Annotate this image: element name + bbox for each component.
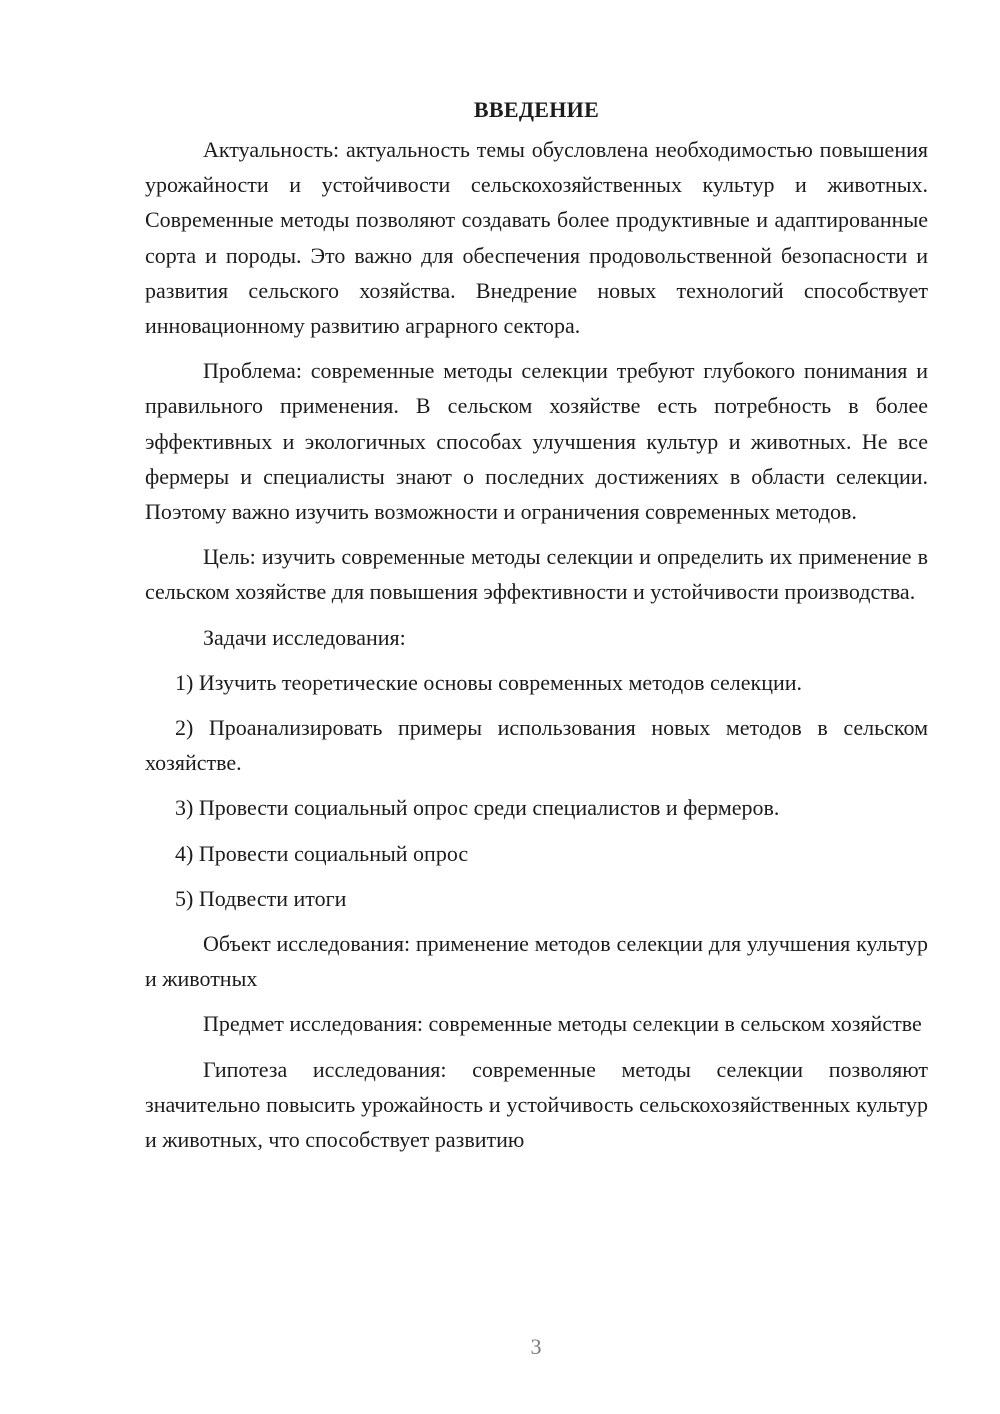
paragraph-problem: Проблема: современные методы селекции требуют глубокого понимания и правильного применения. В сельском хозяйстве есть потребность в более эффективных и экологичных способах улучшения культур и животных. Не все фермеры и специалисты знают о последних достижениях в области селекции. Поэтому важно изучить возможности и ограничения современных методов.: [145, 358, 928, 525]
tasks-title: Задачи исследования:: [203, 624, 406, 650]
paragraph-hypothesis: Гипотеза исследования: современные методы селекции позволяют значительно повысить урожайность и устойчивость сельскохозяйственных культур и животных, что способствует развитию: [145, 1056, 928, 1153]
list-item-task-5: 5) Подвести итоги: [175, 885, 347, 911]
page-body: [145, 94, 928, 1157]
page-title: ВВЕДЕНИЕ: [473, 97, 600, 122]
list-item-task-4: 4) Провести социальный опрос: [175, 840, 469, 866]
paragraph-goal: Цель: изучить современные методы селекции и определить их применение в сельском хозяйстве для повышения эффективности и устойчивости производства.: [145, 544, 928, 605]
paragraph-relevance: Актуальность: актуальность темы обусловлена необходимостью повышения урожайности и устойчивости сельскохозяйственных культур и животных. Современные методы позволяют создавать более продуктивные и адаптированные сорта и породы. Это важно для обеспечения продовольственной безопасности и развития сельского хозяйства. Внедрение новых технологий способствует инновационному развитию аграрного сектора.: [145, 137, 928, 339]
paragraph-subject: Предмет исследования: современные методы селекции в сельском хозяйстве: [203, 1011, 922, 1037]
paragraph-object: Объект исследования: применение методов селекции для улучшения культур и животных: [145, 931, 928, 992]
list-item-task-2: 2) Проанализировать примеры использования новых методов в сельском хозяйстве.: [145, 715, 928, 776]
page-number: 3: [530, 1334, 542, 1359]
list-item-task-1: 1) Изучить теоретические основы современных методов селекции.: [175, 669, 803, 695]
list-item-task-3: 3) Провести социальный опрос среди специалистов и фермеров.: [175, 795, 780, 821]
